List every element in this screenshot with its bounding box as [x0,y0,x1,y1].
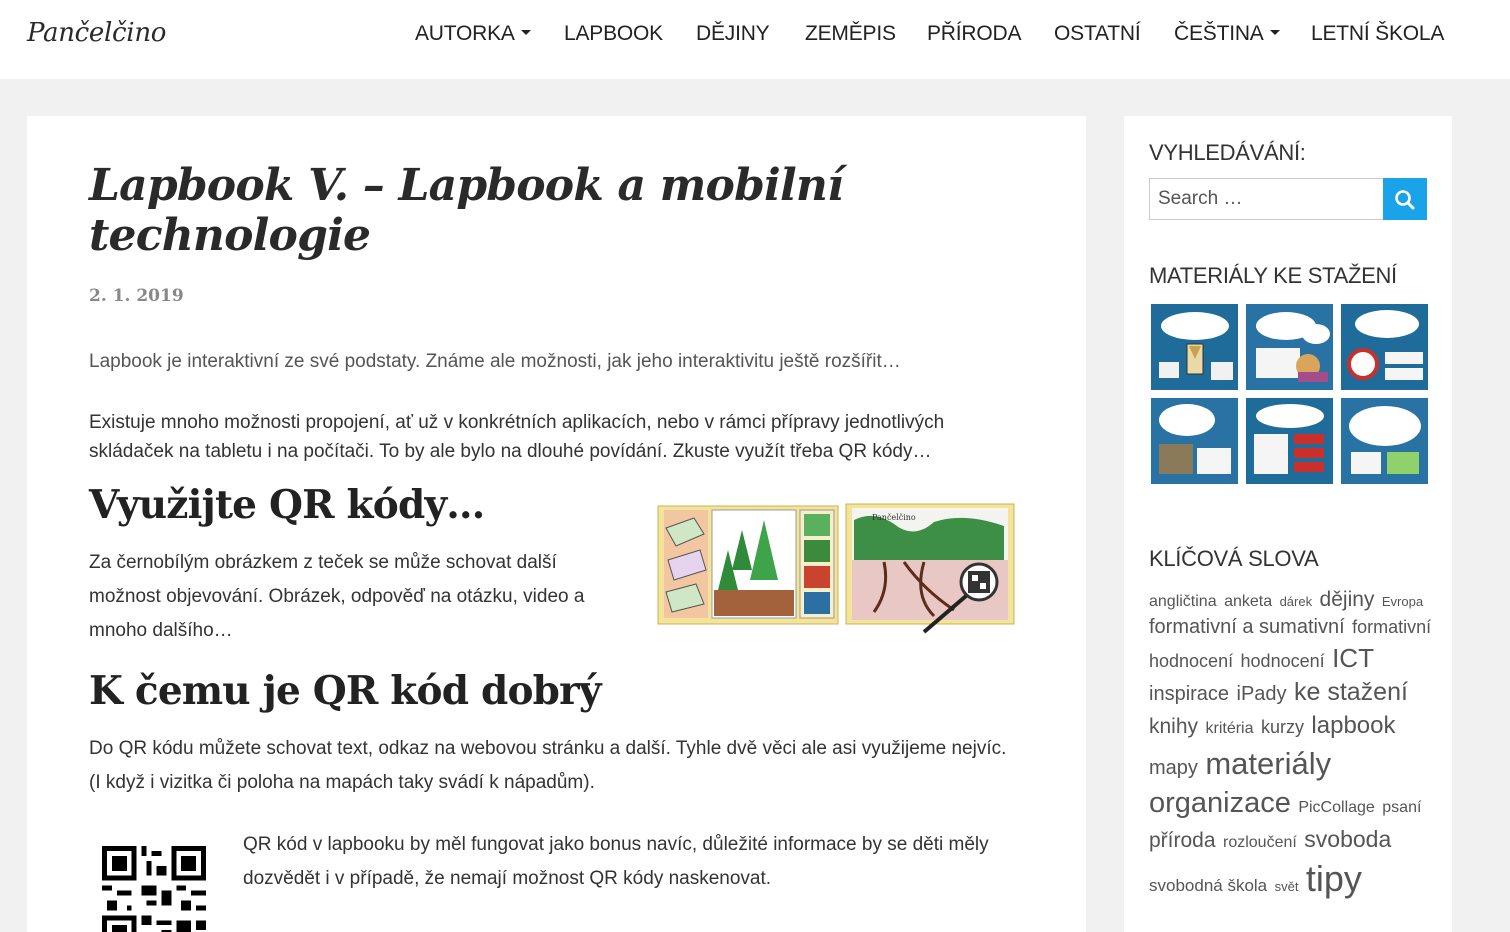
heading-qr-codes: Využijte QR kódy… [89,482,485,528]
tag-link[interactable]: kurzy [1260,717,1304,738]
search-icon [1383,178,1427,220]
material-thumbnail[interactable] [1151,304,1238,390]
nav-label: DĚJINY [696,22,770,45]
tag-cloud [1149,586,1434,904]
tag-link[interactable]: inspirace [1149,683,1230,706]
tag-link[interactable]: kritéria [1205,720,1254,738]
site-title-link[interactable]: Pančelčino [27,18,167,48]
post-date-link[interactable]: 2. 1. 2019 [89,286,184,306]
tag-link[interactable]: rozloučení [1223,833,1297,851]
tag-link[interactable]: psaní [1382,799,1422,817]
material-thumbnail[interactable] [1246,398,1333,484]
search-widget-title: VYHLEDÁVÁNÍ: [1149,140,1306,165]
nav-item-ostatni[interactable] [1054,22,1141,50]
nav-item-cestina[interactable] [1174,22,1280,50]
tag-link[interactable]: materiály [1205,745,1332,781]
paragraph-line: Za černobílým obrázkem z teček se může schovat další [89,552,557,573]
tag-link[interactable]: svět [1274,878,1299,894]
paragraph-line: skládaček na tabletu i na počítači. To by ale bylo na dlouhé povídání. Zkuste využít třeba QR kódy… [89,441,932,462]
material-thumbnail[interactable] [1246,304,1333,390]
tag-link[interactable]: formativní a sumativní [1149,616,1345,639]
nav-item-autorka[interactable] [415,22,531,50]
tag-link[interactable]: lapbook [1311,712,1396,740]
nav-label: LAPBOOK [564,22,663,45]
paragraph-line: Existuje mnoho možnosti propojení, ať už v konkrétních aplikacích, nebo v rámci přípravy jednotlivých [89,412,945,433]
material-thumbnail[interactable] [1341,304,1428,390]
paragraph-line: Do QR kódu můžete schovat text, odkaz na webovou stránku a další. Tyhle dvě věci ale asi využijeme nejvíc. [89,738,1007,759]
material-thumbnail[interactable] [1151,398,1238,484]
tag-link[interactable]: iPady [1236,683,1287,706]
tag-link[interactable]: organizace [1149,787,1291,820]
heading-what-for: K čemu je QR kód dobrý [89,668,601,714]
post-intro: Lapbook je interaktivní ze své podstaty. Známe ale možnosti, jak jeho interaktivitu ještě rozšířit… [89,351,901,372]
tag-link[interactable]: ke stažení [1293,678,1408,707]
nav-item-letni-skola[interactable] [1311,22,1444,50]
nav-item-dejiny[interactable] [696,22,769,50]
tag-link[interactable]: angličtina [1149,593,1217,610]
nav-label: LETNÍ ŠKOLA [1311,22,1445,45]
paragraph-line: (I když i vizitka či poloha na mapách taky svádí k nápadům). [89,772,595,793]
paragraph-line: dozvědět i v případě, že nemají možnost QR kódy naskenovat. [243,868,772,889]
tag-link[interactable]: příroda [1149,828,1216,852]
article-card [27,116,1086,932]
nav-item-zemepis[interactable] [805,22,896,50]
tag-link[interactable]: anketa [1224,593,1273,610]
nav-label: AUTORKA [415,22,515,45]
site-header [0,0,1510,79]
material-thumbnail[interactable] [1341,398,1428,484]
paragraph-line: mnoho dalšího… [89,620,233,641]
nav-label: OSTATNÍ [1054,22,1141,45]
qr-code-image [102,846,206,932]
tag-link[interactable]: Evropa [1381,594,1424,609]
tag-link[interactable]: dárek [1279,594,1313,609]
materials-widget-title: MATERIÁLY KE STAŽENÍ [1149,263,1397,288]
sidebar [1124,116,1452,932]
chevron-down-icon [521,30,531,35]
tag-link[interactable]: knihy [1149,715,1199,739]
tag-link[interactable]: dějiny [1319,588,1375,611]
photo-watermark: Pančelčino [872,513,916,522]
tag-link[interactable]: PicCollage [1298,799,1375,817]
tag-link[interactable]: ICT [1332,643,1374,674]
paragraph-line: QR kód v lapbooku by měl fungovat jako bonus navíc, důležité informace by se děti měly [243,834,989,855]
search-button[interactable] [1383,178,1427,220]
tag-link[interactable]: svobodná škola [1149,875,1268,895]
tag-link[interactable]: formativní hodnocení [1149,617,1432,672]
tag-link[interactable]: hodnocení [1240,651,1325,672]
lapbook-photo[interactable] [654,500,1018,638]
materials-gallery [1149,304,1427,486]
tag-link[interactable]: svoboda [1304,825,1392,852]
nav-label: PŘÍRODA [927,22,1022,45]
chevron-down-icon [1270,30,1280,35]
keywords-widget-title: KLÍČOVÁ SLOVA [1149,546,1319,571]
tag-link[interactable]: tipy [1305,857,1362,899]
tag-link[interactable]: mapy [1149,756,1198,779]
nav-item-priroda[interactable] [927,22,1021,50]
nav-item-lapbook[interactable] [564,22,663,50]
post-title: Lapbook V. – Lapbook a mobilní technologie [89,160,843,261]
paragraph-line: možnost objevování. Obrázek, odpověď na otázku, video a [89,586,585,607]
search-input[interactable] [1149,178,1384,220]
nav-label: ČEŠTINA [1174,22,1264,45]
nav-label: ZEMĚPIS [805,22,896,45]
